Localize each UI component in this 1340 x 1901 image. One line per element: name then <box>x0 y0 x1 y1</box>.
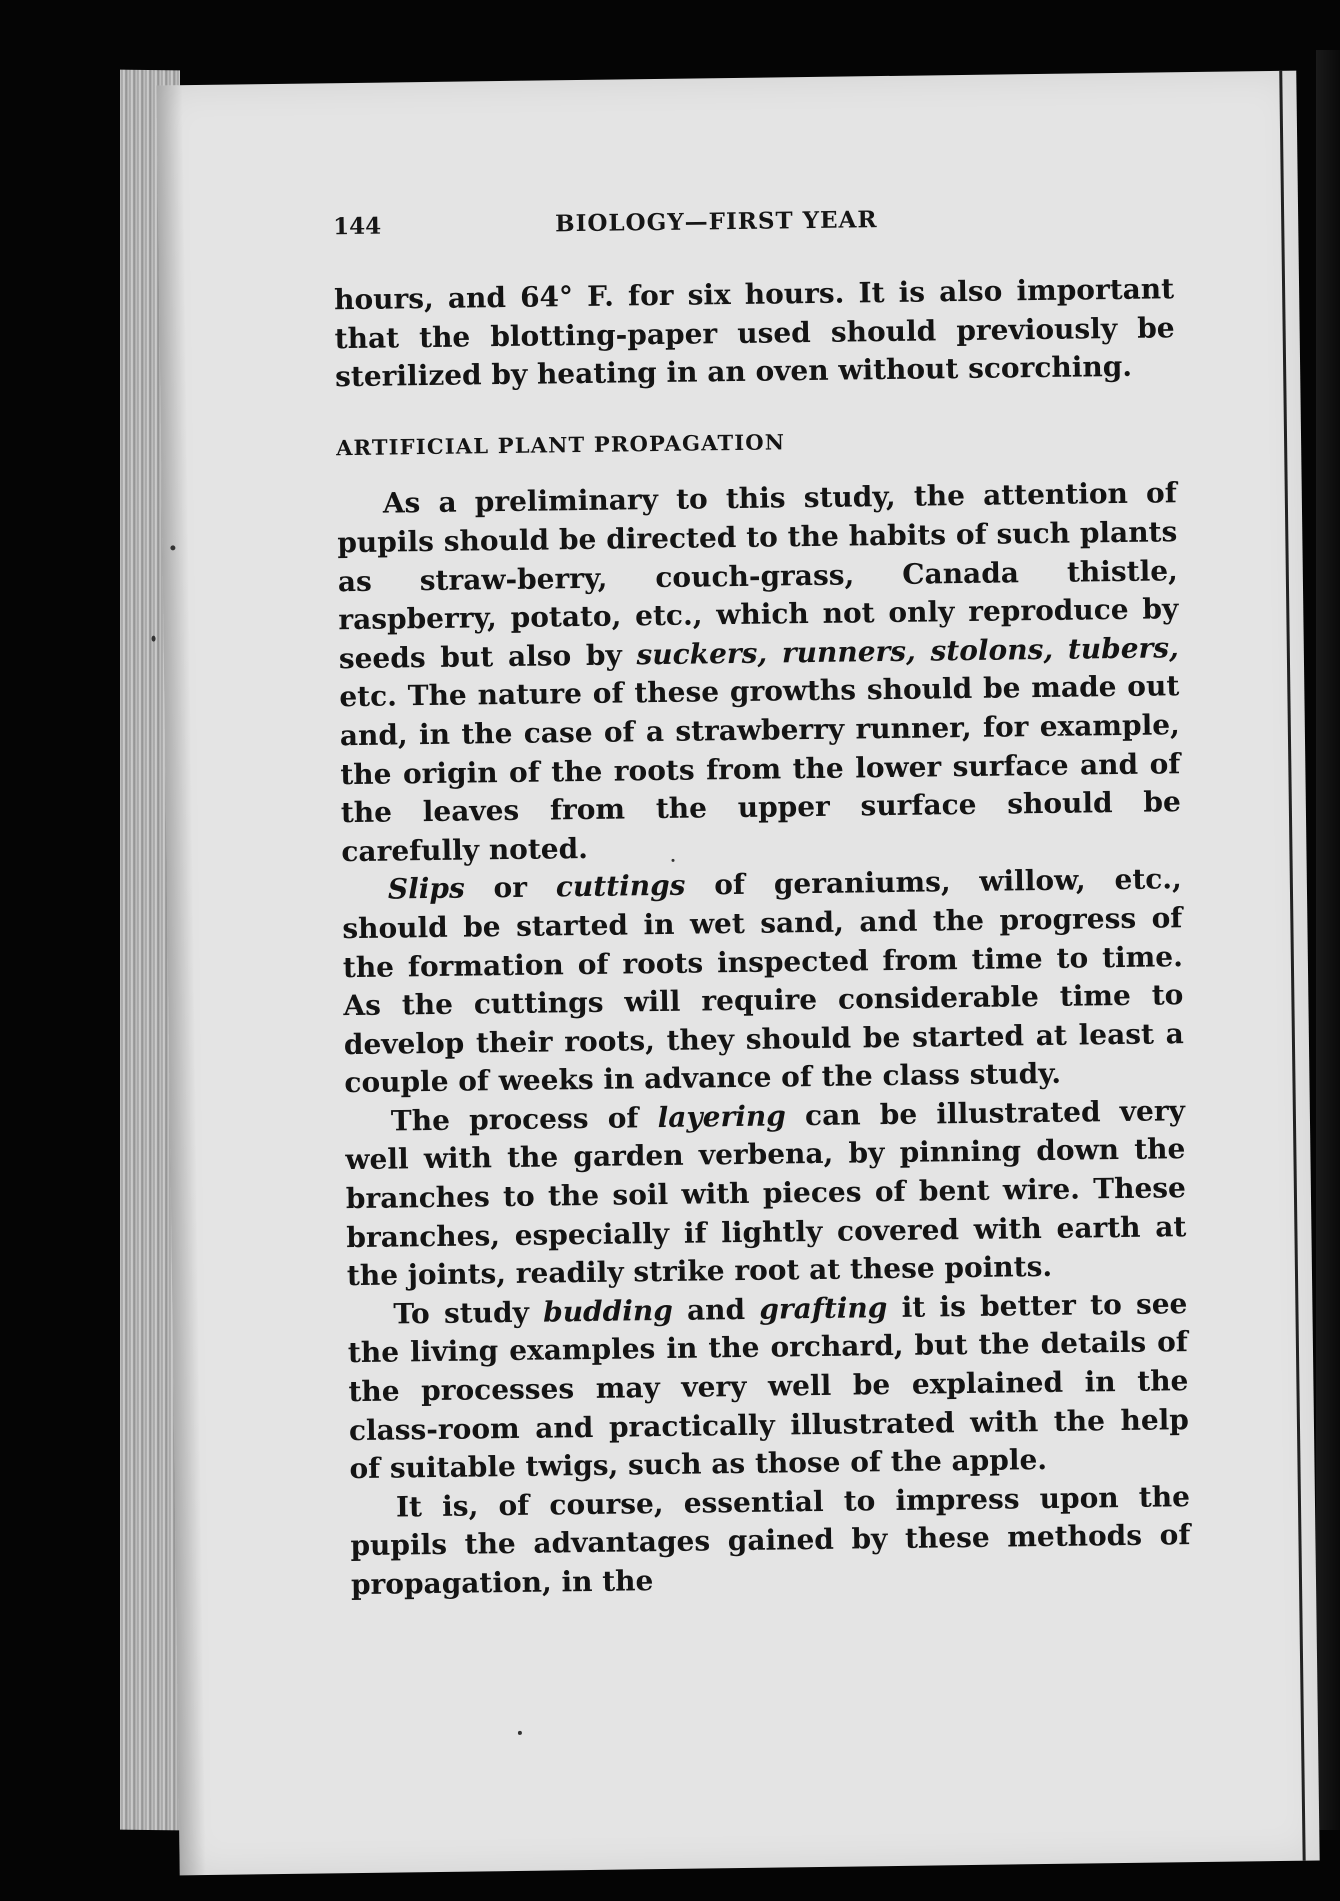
scan-speck <box>152 636 156 642</box>
scan-speck <box>170 545 175 550</box>
paragraph-text: or <box>464 870 557 905</box>
book-page <box>156 71 1319 1876</box>
paragraph-essential: It is, of course, essential to impress upon the pupils the advantages gained by these methods of propagation, in the <box>350 1479 1191 1602</box>
paragraph-text: it is better to see the living examples in the orchard, but the details of the processes may very well be explained in the class-room and practically illustrated with the help of suitable twigs, such as those of the apple. <box>347 1286 1190 1486</box>
page-header <box>333 203 1093 253</box>
scan-speck <box>518 1731 522 1735</box>
scan-speck <box>672 859 675 862</box>
paragraph-continued: hours, and 64° F. for six hours. It is also important that the blotting-paper used should previously be sterilized by heating in an oven without scorching. <box>333 272 1175 394</box>
paragraph-text: The process of <box>390 1100 658 1138</box>
paragraph-text: of geraniums, willow, etc., should be started in wet sand, and the progress of the formation of roots inspected from time to time. As the cuttings will require considerable time to develop their roots, they should be started at least a couple of weeks in advance of the class study. <box>342 862 1185 1100</box>
paragraph-text: can be illustrated very well with the garden verbena, by pinning down the branches to the soil with pieces of bent wire. These branches, especially if lightly covered with earth at the joints, readily strike root at these points. <box>345 1094 1187 1293</box>
italic-term: budding <box>542 1293 673 1329</box>
paragraph-text: As a preliminary to this study, the attention of pupils should be directed to the habits of such plants as straw-berry, couch-grass, Canada thistle, raspberry, potato, etc., which not only reproduce by seeds but also by <box>337 476 1179 675</box>
italic-term: grafting <box>759 1290 888 1326</box>
paragraph-text: etc. The nature of these growths should be made out and, in the case of a strawberry runner, for example, the origin of the roots from the lower surface and of the leaves from the upper surface should be carefully noted. <box>339 669 1182 868</box>
page-number: 144 <box>333 212 382 241</box>
italic-term: cuttings <box>555 868 686 904</box>
italic-term: suckers, runners, stolons, tubers, <box>636 630 1179 672</box>
section-title: ARTIFICIAL PLANT PROPAGATION <box>335 429 786 460</box>
paragraph-layering <box>345 1092 1187 1296</box>
italic-term: layering <box>657 1099 787 1134</box>
paragraph-preliminary <box>337 475 1182 872</box>
paragraph-budding <box>347 1285 1189 1489</box>
running-head: BIOLOGY—FIRST YEAR <box>555 206 878 238</box>
paragraph-slips <box>342 860 1185 1103</box>
page-body <box>334 270 1191 1604</box>
paragraph-text: To study <box>393 1295 544 1331</box>
paragraph-text: and <box>672 1292 760 1327</box>
right-binding-shadow <box>1316 50 1340 1830</box>
italic-term: Slips <box>387 871 465 906</box>
